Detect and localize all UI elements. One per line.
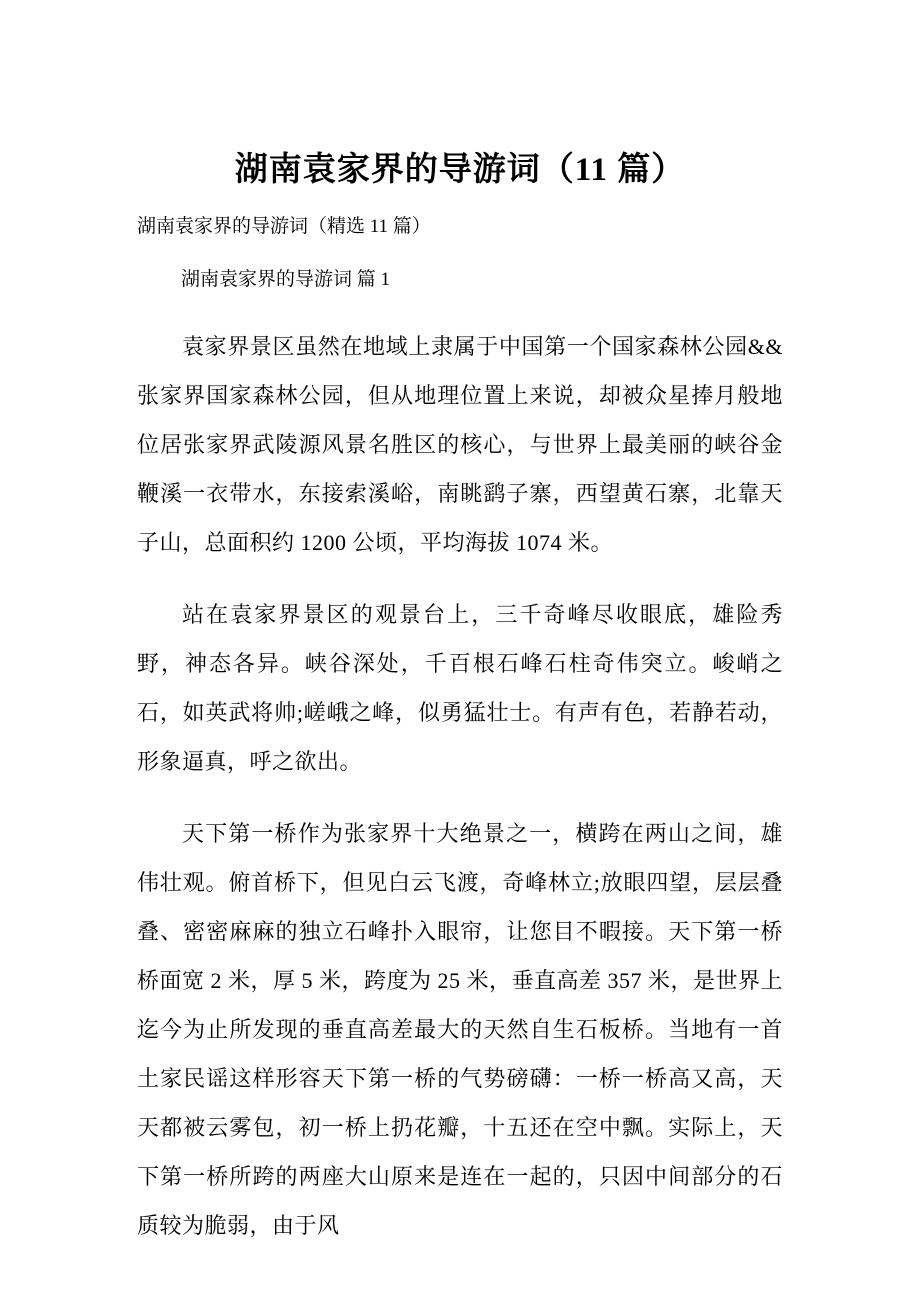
section-heading: 湖南袁家界的导游词 篇 1 (181, 269, 391, 290)
paragraph-1: 袁家界景区虽然在地域上隶属于中国第一个国家森林公园&&张家界国家森林公园，但从地理位置上来说，却被众星捧月般地位居张家界武陵源风景名胜区的核心，与世界上最美丽的峡谷金鞭溪一衣带水，东接索溪峪，南眺鹞子寨，西望黄石寨，北靠天子山，总面积约 1200 公顷，平均海拔 1074 米。 (137, 334, 783, 555)
paragraph-2: 站在袁家界景区的观景台上，三千奇峰尽收眼底，雄险秀野，神态各异。峡谷深处，千百根石峰石柱奇伟突立。峻峭之石，如英武将帅;嵯峨之峰，似勇猛壮士。有声有色，若静若动，形象逼真，呼之欲出。 (137, 602, 783, 774)
paragraph-3: 天下第一桥作为张家界十大绝景之一，横跨在两山之间，雄伟壮观。俯首桥下，但见白云飞渡，奇峰林立;放眼四望，层层叠叠、密密麻麻的独立石峰扑入眼帘，让您目不暇接。天下第一桥桥面宽 2 米，厚 5 米，跨度为 25 米，垂直高差 357 米，是世界上迄今为止所发现的垂直高差最大的天然自生石板桥。当地有一首土家民谣这样形容天下第一桥的气势磅礴：一桥一桥高又高，天天都被云雾包，初一桥上扔花瓣，十五还在空中飘。实际上，天下第一桥所跨的两座大山原来是连在一起的，只因中间部分的石质较为脆弱，由于风 (137, 821, 784, 1238)
document-title: 湖南袁家界的导游词（11 篇） (234, 152, 686, 188)
document-subtitle: 湖南袁家界的导游词（精选 11 篇） (137, 216, 431, 237)
